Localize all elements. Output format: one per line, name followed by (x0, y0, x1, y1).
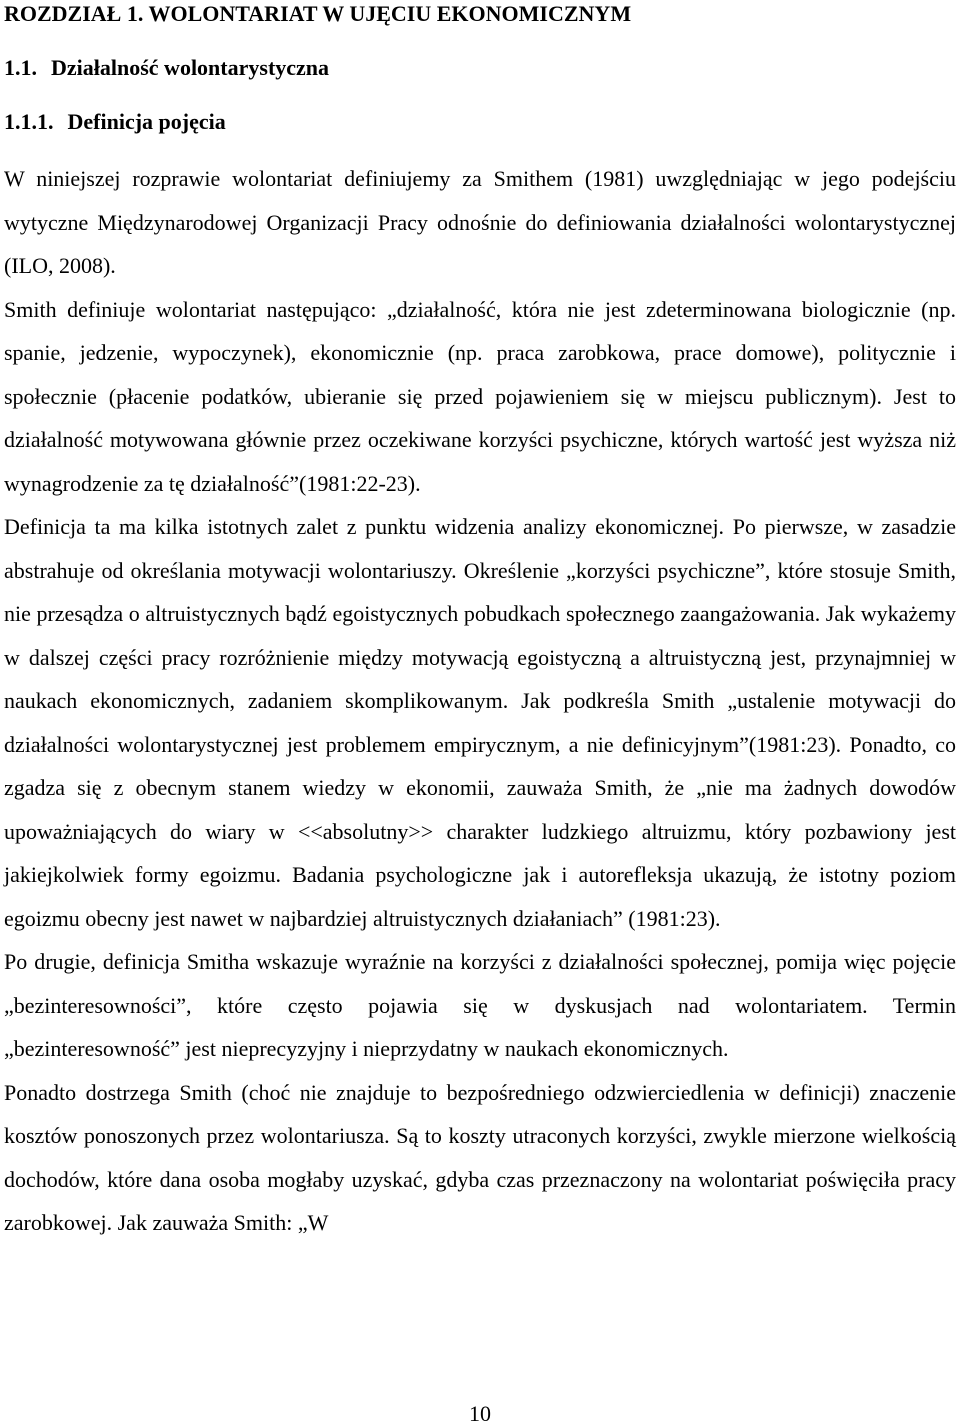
section-number: 1.1. (4, 55, 37, 80)
chapter-title: ROZDZIAŁ 1. WOLONTARIAT W UJĘCIU EKONOMICZNYM (4, 1, 632, 26)
subsection-number: 1.1.1. (4, 109, 54, 134)
subsection-heading (4, 109, 956, 135)
page-number: 10 (469, 1401, 491, 1426)
document-page (4, 0, 956, 1245)
paragraph: Ponadto dostrzega Smith (choć nie znajduje to bezpośredniego odzwierciedlenia w definicji) znaczenie kosztów ponoszonych przez wolontariusza. Są to koszty utraconych korzyści, zwykle mierzone wielkością dochodów, które dana osoba mogłaby uzyskać, gdyba czas przeznaczony na wolontariat poświęciła pracy zarobkowej. Jak zauważa Smith: „W (4, 1079, 956, 1235)
section-heading (4, 55, 956, 81)
paragraph: Definicja ta ma kilka istotnych zalet z punktu widzenia analizy ekonomicznej. Po pierwsze, w zasadzie abstrahuje od określania motywacji wolontariuszy. Określenie „korzyści psychiczne”, które stosuje Smith, nie przesądza o altruistycznych bądź egoistycznych pobudkach społecznego zaangażowania. Jak wykażemy w dalszej części pracy rozróżnienie między motywacją egoistyczną a altruistyczną jest, przynajmniej w naukach ekonomicznych, zadaniem skomplikowanym. Jak podkreśla Smith „ustalenie motywacji do działalności wolontarystycznej jest problemem empirycznym, a nie definicyjnym”(1981:23). Ponadto, co zgadza się z obecnym stanem wiedzy w ekonomii, zauważa Smith, że „nie ma żadnych dowodów upoważniających do wiary w <<absolutny>> charakter ludzkiego altruizmu, który pozbawiony jest jakiejkolwiek formy egoizmu. Badania psychologiczne jak i autorefleksja ukazują, że istotny poziom egoizmu obecny jest nawet w najbardziej altruistycznych działaniach” (1981:23). (4, 514, 956, 931)
paragraph: W niniejszej rozprawie wolontariat definiujemy za Smithem (1981) uwzględniając w jego podejściu wytyczne Międzynarodowej Organizacji Pracy odnośnie do definiowania działalności wolontarystycznej (ILO, 2008). (4, 166, 956, 278)
paragraph: Smith definiuje wolontariat następująco: „działalność, która nie jest zdeterminowana biologicznie (np. spanie, jedzenie, wypoczynek), ekonomicznie (np. praca zarobkowa, prace domowe), politycznie i społecznie (płacenie podatków, ubieranie się przed pojawieniem się w miejscu publicznym). Jest to działalność motywowana głównie przez oczekiwane korzyści psychiczne, których wartość jest wyższa niż wynagrodzenie za tę działalność”(1981:22-23). (4, 296, 956, 496)
paragraph: Po drugie, definicja Smitha wskazuje wyraźnie na korzyści z działalności społecznej, pomija więc pojęcie „bezinteresowności”, które często pojawia się w dyskusjach nad wolontariatem. Termin „bezinteresowność” jest nieprecyzyjny i nieprzydatny w naukach ekonomicznych. (4, 949, 956, 1061)
section-title: Działalność wolontarystyczna (51, 55, 330, 80)
subsection-title: Definicja pojęcia (67, 109, 226, 134)
body-text (4, 157, 956, 1245)
